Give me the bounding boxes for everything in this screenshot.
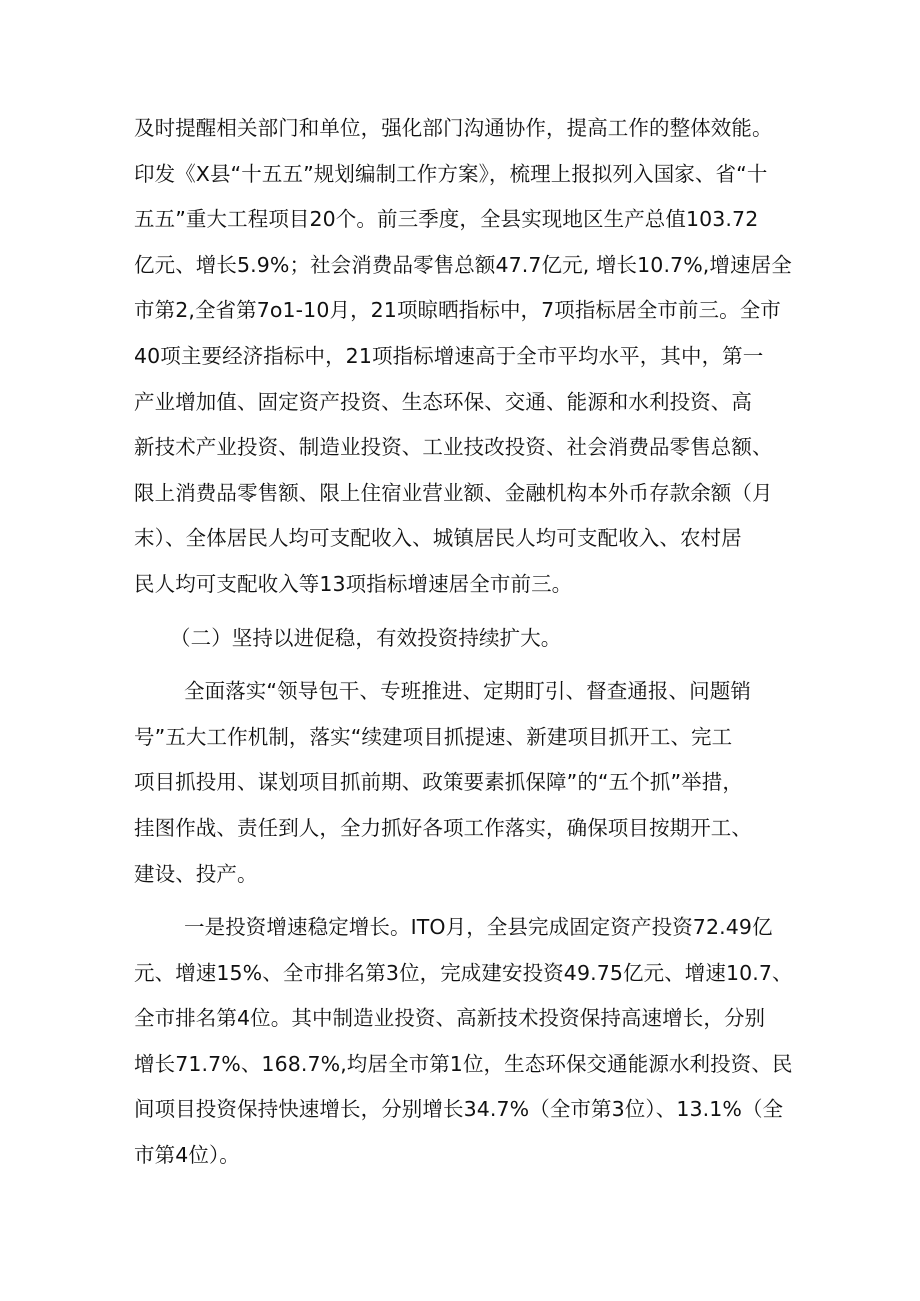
heading-line: （二）坚持以进促稳，有效投资持续扩大。	[170, 625, 562, 650]
text-line: 新技术产业投资、制造业投资、工业技改投资、社会消费品零售总额、	[134, 435, 773, 460]
text-line: 建设、投产。	[134, 861, 258, 886]
text-line: 印发《X县“十五五”规划编制工作方案》，梳理上报拟列入国家、省“十	[134, 161, 768, 186]
text-line: 项目抓投用、谋划项目抓前期、政策要素抓保障”的“五个抓”举措，	[134, 770, 743, 795]
text-line: 一是投资增速稳定增长。ITO月，全县完成固定资产投资72.49亿	[184, 915, 773, 940]
text-line: 亿元、增长5.9%；社会消费品零售总额47.7亿元, 增长10.7%,增速居全	[134, 252, 792, 277]
text-line: 五五”重大工程项目20个。前三季度，全县实现地区生产总值103.72	[134, 207, 759, 232]
body-text	[134, 106, 794, 1179]
text-line: 末）、全体居民人均可支配收入、城镇居民人均可支配收入、农村居	[134, 526, 742, 551]
text-line: 全市排名第4位。其中制造业投资、高新技术投资保持高速增长，分别	[134, 1006, 766, 1031]
text-line: 及时提醒相关部门和单位，强化部门沟通协作，提高工作的整体效能。	[134, 116, 773, 140]
paragraph-summary	[134, 106, 794, 608]
paragraph-mechanism	[134, 669, 794, 897]
text-line: 挂图作战、责任到人，全力抓好各项工作落实，确保项目按期开工、	[134, 815, 752, 840]
text-line: 市第4位）。	[134, 1143, 240, 1168]
text-line: 限上消费品零售额、限上住宿业营业额、金融机构本外币存款余额（月	[134, 480, 773, 505]
text-line: 号”五大工作机制，落实“续建项目抓提速、新建项目抓开工、完工	[134, 724, 733, 749]
text-line: 产业增加值、固定资产投资、生态环保、交通、能源和水利投资、高	[134, 389, 752, 414]
text-line: 增长71.7%、168.7%,均居全市第1位，生态环保交通能源水利投资、民	[134, 1051, 793, 1076]
section-heading	[134, 616, 794, 662]
text-line: 40项主要经济指标中，21项指标增速高于全市平均水平，其中，第一	[134, 343, 764, 368]
text-line: 全面落实“领导包干、专班推进、定期盯引、督查通报、问题销	[184, 679, 751, 704]
text-line: 间项目投资保持快速增长，分别增长34.7%（全市第3位）、13.1%（全	[134, 1097, 784, 1122]
text-line: 民人均可支配收入等13项指标增速居全市前三。	[134, 571, 573, 596]
text-line: 市第2,全省第7o1-10月，21项晾晒指标中，7项指标居全市前三。全市	[134, 298, 781, 323]
paragraph-investment	[134, 905, 794, 1179]
text-line: 元、增速15%、全市排名第3位，完成建安投资49.75亿元、增速10.7、	[134, 960, 793, 985]
